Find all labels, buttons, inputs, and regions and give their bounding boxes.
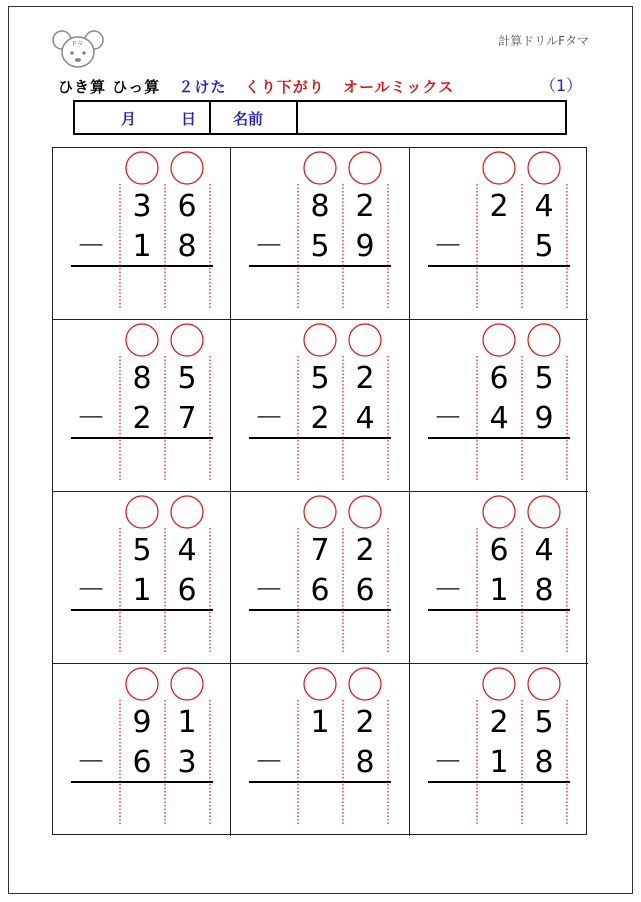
answer-input-area[interactable]	[120, 784, 210, 826]
minuend-digit: 6	[489, 361, 509, 397]
problem-drawing	[231, 148, 409, 320]
minuend-digit: 5	[132, 533, 152, 569]
carry-circle[interactable]	[528, 668, 560, 700]
subtrahend-digit: 1	[489, 744, 509, 780]
subtrahend-digit: 2	[132, 400, 152, 436]
minuend-digit: 7	[310, 533, 330, 569]
problem-cell	[231, 664, 409, 836]
minus-operator: －	[432, 744, 463, 780]
minuend-digit: 2	[355, 705, 375, 741]
minuend-digit: 4	[534, 533, 554, 569]
minuend-digit: 9	[132, 705, 152, 741]
minuend-digit: 2	[355, 189, 375, 225]
carry-circle[interactable]	[171, 668, 203, 700]
minus-operator: －	[432, 228, 463, 264]
problem-drawing	[410, 148, 588, 320]
minus-operator: －	[254, 744, 285, 780]
problem-cell	[231, 492, 409, 664]
name-input-field[interactable]	[298, 102, 565, 133]
answer-input-area[interactable]	[477, 612, 567, 654]
answer-input-area[interactable]	[298, 268, 388, 310]
minus-operator: －	[75, 400, 106, 436]
carry-circle[interactable]	[349, 324, 381, 356]
problem-cell	[53, 664, 231, 836]
brand-label: 計算ドリルFタマ	[498, 34, 589, 48]
carry-circle[interactable]	[304, 668, 336, 700]
problem-cell	[410, 148, 588, 320]
title-part-digits: ２けた	[178, 78, 227, 96]
date-cell	[75, 102, 211, 133]
minuend-digit: 2	[489, 189, 509, 225]
minus-operator: －	[254, 228, 285, 264]
minus-operator: －	[75, 228, 106, 264]
problem-drawing	[410, 664, 588, 836]
answer-input-area[interactable]	[120, 268, 210, 310]
subtrahend-digit: 8	[177, 228, 197, 264]
problem-cell	[231, 320, 409, 492]
answer-input-area[interactable]	[298, 440, 388, 482]
name-date-table	[73, 100, 567, 135]
carry-circle[interactable]	[349, 668, 381, 700]
carry-circle[interactable]	[126, 152, 158, 184]
month-label: 月	[121, 110, 137, 128]
subtrahend-digit: 9	[355, 228, 375, 264]
mouse-logo-icon	[52, 28, 104, 72]
subtrahend-digit: 7	[177, 400, 197, 436]
minuend-digit: 3	[132, 189, 152, 225]
problem-cell	[410, 664, 588, 836]
answer-input-area[interactable]	[298, 612, 388, 654]
subtrahend-digit: 6	[132, 744, 152, 780]
subtrahend-digit: 1	[489, 572, 509, 608]
day-label: 日	[181, 110, 197, 128]
logo-text: Fタ	[72, 40, 84, 48]
minuend-digit: 8	[132, 361, 152, 397]
carry-circle[interactable]	[483, 496, 515, 528]
subtrahend-digit: 6	[355, 572, 375, 608]
minuend-digit: 5	[534, 361, 554, 397]
carry-circle[interactable]	[349, 496, 381, 528]
minuend-digit: 5	[310, 361, 330, 397]
subtrahend-digit: 3	[177, 744, 197, 780]
problem-drawing	[53, 664, 231, 836]
subtrahend-digit: 1	[132, 228, 152, 264]
problem-cell	[231, 148, 409, 320]
answer-input-area[interactable]	[477, 440, 567, 482]
minuend-digit: 6	[177, 189, 197, 225]
carry-circle[interactable]	[349, 152, 381, 184]
answer-input-area[interactable]	[120, 440, 210, 482]
carry-circle[interactable]	[304, 496, 336, 528]
problem-cell	[410, 320, 588, 492]
carry-circle[interactable]	[483, 668, 515, 700]
minuend-digit: 2	[355, 533, 375, 569]
minuend-digit: 5	[534, 705, 554, 741]
title-part-borrow: くり下がり	[244, 78, 325, 96]
subtrahend-digit: 4	[355, 400, 375, 436]
title-part-mix: オールミックス	[342, 78, 455, 96]
carry-circle[interactable]	[304, 152, 336, 184]
carry-circle[interactable]	[126, 324, 158, 356]
worksheet-title	[58, 76, 466, 97]
minus-operator: －	[254, 400, 285, 436]
name-label-cell	[211, 102, 298, 133]
carry-circle[interactable]	[171, 496, 203, 528]
minuend-digit: 4	[177, 533, 197, 569]
minuend-digit: 8	[310, 189, 330, 225]
minuend-digit: 6	[489, 533, 509, 569]
title-part-subject: ひき算 ひっ算	[58, 78, 161, 96]
minuend-digit: 2	[355, 361, 375, 397]
subtrahend-digit: 4	[489, 400, 509, 436]
carry-circle[interactable]	[171, 324, 203, 356]
problem-grid	[52, 147, 587, 835]
problem-drawing	[231, 320, 409, 492]
problem-drawing	[231, 492, 409, 664]
subtrahend-digit: 8	[355, 744, 375, 780]
minuend-digit: 1	[177, 705, 197, 741]
subtrahend-digit: 9	[534, 400, 554, 436]
problem-drawing	[53, 492, 231, 664]
subtrahend-digit: 1	[132, 572, 152, 608]
carry-circle[interactable]	[126, 668, 158, 700]
carry-circle[interactable]	[304, 324, 336, 356]
subtrahend-digit: 6	[177, 572, 197, 608]
minus-operator: －	[432, 400, 463, 436]
minuend-digit: 4	[534, 189, 554, 225]
minus-operator: －	[254, 572, 285, 608]
answer-input-area[interactable]	[477, 784, 567, 826]
problem-drawing	[410, 492, 588, 664]
problem-drawing	[53, 320, 231, 492]
answer-input-area[interactable]	[298, 784, 388, 826]
minus-operator: －	[75, 744, 106, 780]
minuend-digit: 5	[177, 361, 197, 397]
name-label: 名前	[233, 110, 264, 128]
problem-drawing	[231, 664, 409, 836]
sheet-number: （1）	[540, 76, 583, 95]
carry-circle[interactable]	[483, 152, 515, 184]
subtrahend-digit: 8	[534, 572, 554, 608]
subtrahend-digit: 5	[310, 228, 330, 264]
minuend-digit: 2	[489, 705, 509, 741]
minuend-digit: 1	[310, 705, 330, 741]
answer-input-area[interactable]	[477, 268, 567, 310]
subtrahend-digit: 2	[310, 400, 330, 436]
problem-cell	[410, 492, 588, 664]
minus-operator: －	[432, 572, 463, 608]
answer-input-area[interactable]	[120, 612, 210, 654]
problem-drawing	[53, 148, 231, 320]
subtrahend-digit: 5	[534, 228, 554, 264]
subtrahend-digit: 8	[534, 744, 554, 780]
carry-circle[interactable]	[528, 496, 560, 528]
carry-circle[interactable]	[171, 152, 203, 184]
problem-cell	[53, 492, 231, 664]
carry-circle[interactable]	[528, 152, 560, 184]
problem-drawing	[410, 320, 588, 492]
minus-operator: －	[75, 572, 106, 608]
subtrahend-digit: 6	[310, 572, 330, 608]
carry-circle[interactable]	[126, 496, 158, 528]
problem-cell	[53, 148, 231, 320]
carry-circle[interactable]	[483, 324, 515, 356]
carry-circle[interactable]	[528, 324, 560, 356]
problem-cell	[53, 320, 231, 492]
